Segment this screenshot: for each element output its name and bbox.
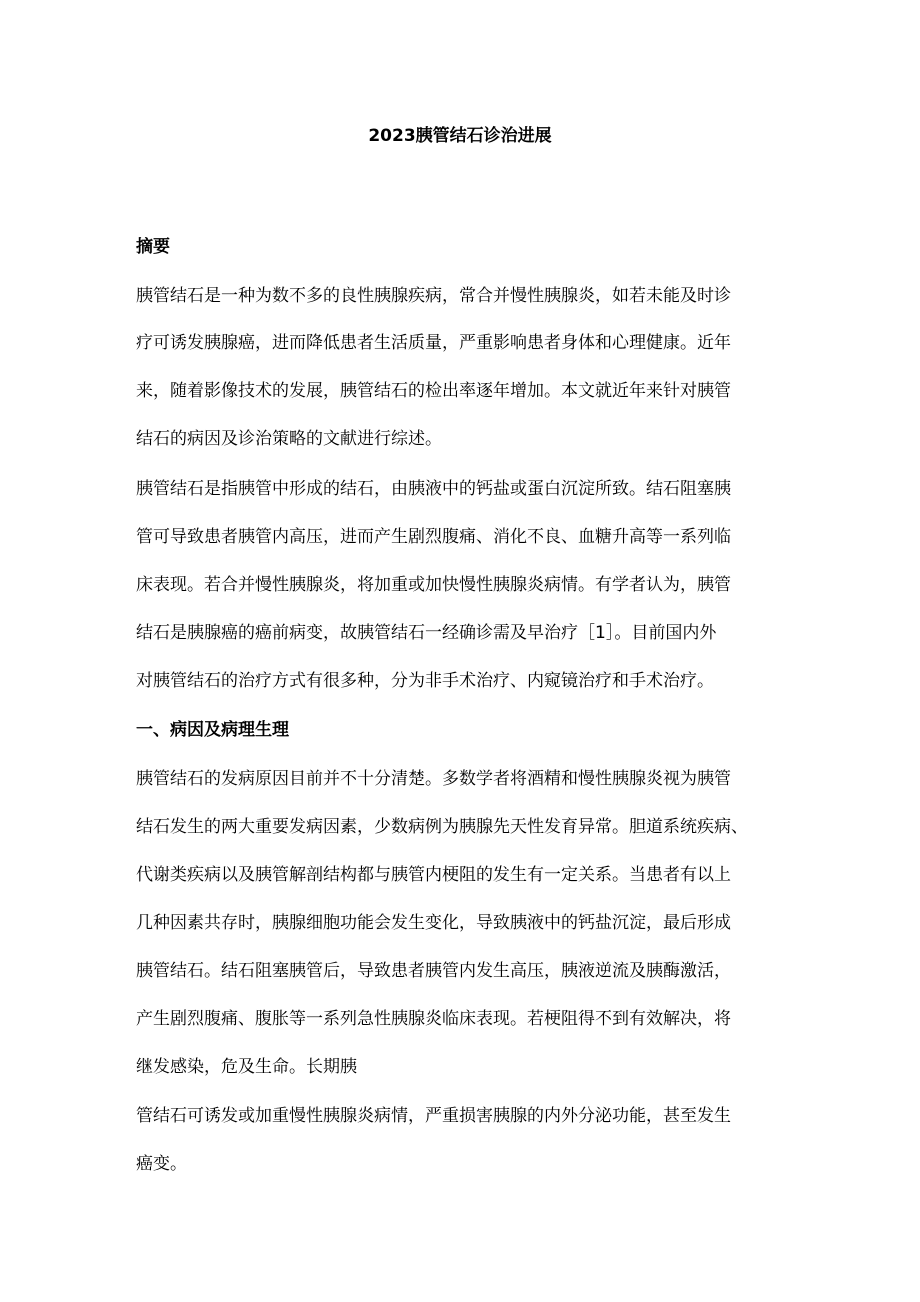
intro-line: 床表现。若合并慢性胰腺炎，将加重或加快慢性胰腺炎病情。有学者认为，胰管: [136, 575, 731, 595]
section1-line: 几种因素共存时，胰腺细胞功能会发生变化，导致胰液中的钙盐沉淀，最后形成: [136, 913, 731, 933]
section1-line: 胰管结石的发病原因目前并不十分清楚。多数学者将酒精和慢性胰腺炎视为胰管: [136, 769, 731, 789]
abstract-line: 疗可诱发胰腺癌，进而降低患者生活质量，严重影响患者身体和心理健康。近年: [136, 333, 731, 353]
intro-line: 结石是胰腺癌的癌前病变，故胰管结石一经确诊需及早治疗［1］。目前国内外: [136, 623, 717, 643]
abstract-line: 结石的病因及诊治策略的文献进行综述。: [136, 429, 442, 449]
intro-line: 管可导致患者胰管内高压，进而产生剧烈腹痛、消化不良、血糖升高等一系列临: [136, 527, 731, 547]
section1-line: 代谢类疾病以及胰管解剖结构都与胰管内梗阻的发生有一定关系。当患者有以上: [136, 865, 731, 885]
section1-line: 结石发生的两大重要发病因素，少数病例为胰腺先天性发育异常。胆道系统疾病、: [136, 817, 748, 837]
section1-heading: 一、病因及病理生理: [136, 720, 289, 740]
intro-line: 胰管结石是指胰管中形成的结石，由胰液中的钙盐或蛋白沉淀所致。结石阻塞胰: [136, 479, 731, 499]
section1-cont-line: 管结石可诱发或加重慢性胰腺炎病情，严重损害胰腺的内外分泌功能，甚至发生: [136, 1106, 731, 1126]
section1-line: 继发感染，危及生命。长期胰: [136, 1057, 357, 1077]
document-title: 2023胰管结石诊治进展: [368, 126, 552, 146]
abstract-heading: 摘要: [136, 237, 170, 257]
section1-cont-line: 癌变。: [136, 1154, 187, 1174]
abstract-line: 胰管结石是一种为数不多的良性胰腺疾病，常合并慢性胰腺炎，如若未能及时诊: [136, 286, 731, 306]
section1-line: 胰管结石。结石阻塞胰管后，导致患者胰管内发生高压，胰液逆流及胰酶激活，: [136, 961, 731, 981]
abstract-line: 来，随着影像技术的发展，胰管结石的检出率逐年增加。本文就近年来针对胰管: [136, 381, 731, 401]
intro-line: 对胰管结石的治疗方式有很多种，分为非手术治疗、内窥镜治疗和手术治疗。: [136, 671, 714, 691]
section1-line: 产生剧烈腹痛、腹胀等一系列急性胰腺炎临床表现。若梗阻得不到有效解决，将: [136, 1009, 731, 1029]
